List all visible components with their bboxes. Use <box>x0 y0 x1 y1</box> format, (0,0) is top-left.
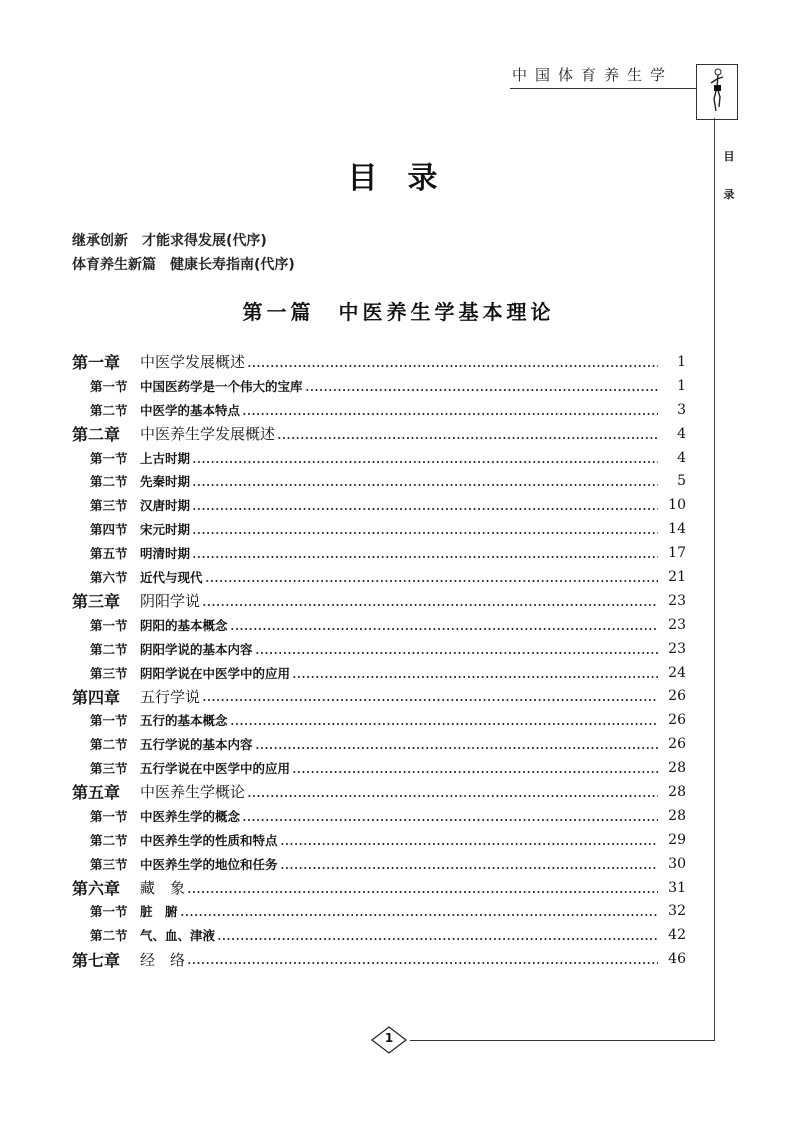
toc-page-number: 24 <box>668 664 686 681</box>
preface-link[interactable]: 体育养生新篇 健康长寿指南(代序) <box>72 257 295 273</box>
footer-rule <box>410 1040 715 1041</box>
toc-entry-number: 第二节 <box>90 928 128 944</box>
toc-page-number: 10 <box>668 497 686 514</box>
toc-section-row[interactable] <box>72 661 686 685</box>
preface-link[interactable]: 继承创新 才能求得发展(代序) <box>72 233 267 249</box>
toc-entry-number: 第一节 <box>90 904 128 920</box>
toc-page-number: 4 <box>677 449 686 466</box>
page-title: 目录 <box>347 161 468 196</box>
dot-leader <box>180 914 658 916</box>
table-of-contents <box>72 350 686 971</box>
toc-section-row[interactable] <box>72 852 686 876</box>
toc-page-number: 26 <box>668 736 686 753</box>
toc-section-row[interactable] <box>72 613 686 637</box>
header-rule <box>510 88 715 89</box>
toc-chapter-row[interactable] <box>72 780 686 804</box>
toc-page-number: 1 <box>677 353 686 370</box>
dot-leader <box>192 461 658 463</box>
toc-entry-title: 藏 象 <box>140 879 186 898</box>
toc-entry-number: 第二节 <box>90 737 128 753</box>
toc-entry-number: 第一章 <box>72 353 121 373</box>
toc-entry-title: 中医养生学的性质和特点 <box>140 832 278 848</box>
toc-page-number: 17 <box>668 545 686 562</box>
dot-leader <box>280 843 658 845</box>
toc-section-row[interactable] <box>72 732 686 756</box>
toc-page-number: 1 <box>677 377 686 394</box>
toc-page-number: 28 <box>668 807 686 824</box>
dot-leader <box>292 771 658 773</box>
toc-chapter-row[interactable] <box>72 422 686 446</box>
toc-entry-title: 明清时期 <box>140 546 191 562</box>
dot-leader <box>202 699 658 701</box>
toc-entry-number: 第四节 <box>90 522 128 538</box>
toc-entry-title: 阴阳学说 <box>140 592 201 611</box>
toc-entry-number: 第一节 <box>90 713 128 729</box>
toc-entry-number: 第三节 <box>90 856 128 872</box>
toc-section-row[interactable] <box>72 828 686 852</box>
toc-entry-number: 第三节 <box>90 665 128 681</box>
toc-page-number: 3 <box>677 401 686 418</box>
toc-entry-title: 上古时期 <box>140 450 191 466</box>
toc-section-row[interactable] <box>72 541 686 565</box>
dot-leader <box>247 795 658 797</box>
dot-leader <box>242 819 658 821</box>
dot-leader <box>280 867 658 869</box>
toc-page-number: 28 <box>668 760 686 777</box>
dot-leader <box>242 413 658 415</box>
toc-page-number: 5 <box>677 473 686 490</box>
toc-entry-title: 五行学说 <box>140 687 201 706</box>
toc-entry-number: 第五章 <box>72 783 121 803</box>
dot-leader <box>255 652 658 654</box>
toc-page-number: 32 <box>668 903 686 920</box>
dot-leader <box>192 508 658 510</box>
toc-section-row[interactable] <box>72 756 686 780</box>
toc-page-number: 23 <box>668 616 686 633</box>
toc-section-row[interactable] <box>72 446 686 470</box>
toc-entry-number: 第二节 <box>90 832 128 848</box>
toc-entry-title: 脏 腑 <box>140 904 178 920</box>
header-corner-box <box>696 64 738 120</box>
right-margin-rule <box>714 118 715 1040</box>
toc-entry-number: 第三节 <box>90 498 128 514</box>
toc-page-number: 26 <box>668 712 686 729</box>
dot-leader <box>247 365 658 367</box>
dot-leader <box>277 437 658 439</box>
toc-chapter-row[interactable] <box>72 350 686 374</box>
toc-page-number: 14 <box>668 521 686 538</box>
toc-section-row[interactable] <box>72 469 686 493</box>
dot-leader <box>255 747 658 749</box>
dot-leader <box>202 604 658 606</box>
toc-page-number: 23 <box>668 640 686 657</box>
toc-entry-number: 第二节 <box>90 641 128 657</box>
toc-entry-number: 第一节 <box>90 450 128 466</box>
toc-entry-title: 五行学说的基本内容 <box>140 737 253 753</box>
toc-entry-number: 第七章 <box>72 950 121 970</box>
toc-entry-title: 气、血、津液 <box>140 928 216 944</box>
toc-page-number: 42 <box>668 927 686 944</box>
running-header-title: 中国体育养生学 <box>512 66 674 84</box>
toc-section-row[interactable] <box>72 637 686 661</box>
dot-leader <box>217 938 658 940</box>
toc-entry-number: 第四章 <box>72 687 121 707</box>
toc-entry-title: 阴阳的基本概念 <box>140 617 228 633</box>
toc-section-row[interactable] <box>72 565 686 589</box>
dot-leader <box>192 556 658 558</box>
side-tab-char: 录 <box>723 188 735 201</box>
toc-section-row[interactable] <box>72 899 686 923</box>
toc-entry-title: 五行的基本概念 <box>140 713 228 729</box>
toc-entry-number: 第三章 <box>72 592 121 612</box>
dot-leader <box>192 532 658 534</box>
dot-leader <box>230 628 658 630</box>
toc-section-row[interactable] <box>72 374 686 398</box>
toc-entry-number: 第二章 <box>72 425 121 445</box>
toc-entry-number: 第一节 <box>90 808 128 824</box>
page-number: 1 <box>384 1031 394 1045</box>
toc-entry-number: 第一节 <box>90 378 128 394</box>
toc-page-number: 29 <box>668 831 686 848</box>
toc-entry-number: 第三节 <box>90 761 128 777</box>
toc-chapter-row[interactable] <box>72 684 686 708</box>
toc-page-number: 21 <box>668 568 686 585</box>
side-tab-char: 目 <box>723 150 735 163</box>
toc-page-number: 26 <box>668 688 686 705</box>
runner-figure-icon <box>707 67 727 117</box>
toc-entry-title: 中医养生学的地位和任务 <box>140 856 278 872</box>
dot-leader <box>187 891 658 893</box>
toc-entry-title: 阴阳学说在中医学中的应用 <box>140 665 291 681</box>
toc-entry-title: 汉唐时期 <box>140 498 191 514</box>
toc-section-row[interactable] <box>72 804 686 828</box>
toc-entry-title: 经 络 <box>140 950 186 969</box>
toc-page-number: 30 <box>668 855 686 872</box>
toc-entry-number: 第五节 <box>90 546 128 562</box>
toc-entry-title: 宋元时期 <box>140 522 191 538</box>
toc-page-number: 4 <box>677 425 686 442</box>
dot-leader <box>305 389 658 391</box>
toc-chapter-row[interactable] <box>72 876 686 900</box>
toc-entry-title: 五行学说在中医学中的应用 <box>140 761 291 777</box>
toc-section-row[interactable] <box>72 923 686 947</box>
toc-entry-title: 近代与现代 <box>140 569 203 585</box>
dot-leader <box>230 723 658 725</box>
toc-entry-title: 中国医药学是一个伟大的宝库 <box>140 378 303 394</box>
toc-entry-number: 第一节 <box>90 617 128 633</box>
toc-page-number: 28 <box>668 783 686 800</box>
toc-section-row[interactable] <box>72 493 686 517</box>
toc-entry-title: 阴阳学说的基本内容 <box>140 641 253 657</box>
toc-entry-title: 中医养生学概论 <box>140 783 246 802</box>
dot-leader <box>205 580 658 582</box>
toc-entry-title: 先秦时期 <box>140 474 191 490</box>
toc-entry-number: 第六章 <box>72 879 121 899</box>
toc-entry-title: 中医养生学发展概述 <box>140 425 276 444</box>
toc-chapter-row[interactable] <box>72 947 686 971</box>
toc-entry-title: 中医学发展概述 <box>140 353 246 372</box>
toc-page-number: 23 <box>668 592 686 609</box>
part-title: 第一篇 中医养生学基本理论 <box>242 300 555 324</box>
toc-entry-title: 中医养生学的概念 <box>140 808 241 824</box>
toc-section-row[interactable] <box>72 517 686 541</box>
toc-chapter-row[interactable] <box>72 589 686 613</box>
dot-leader <box>292 676 658 678</box>
dot-leader <box>192 484 658 486</box>
dot-leader <box>187 962 658 964</box>
toc-section-row[interactable] <box>72 708 686 732</box>
toc-page-number: 46 <box>668 951 686 968</box>
toc-entry-number: 第二节 <box>90 474 128 490</box>
toc-section-row[interactable] <box>72 398 686 422</box>
toc-entry-number: 第二节 <box>90 402 128 418</box>
toc-entry-number: 第六节 <box>90 569 128 585</box>
toc-page-number: 31 <box>668 879 686 896</box>
toc-entry-title: 中医学的基本特点 <box>140 402 241 418</box>
